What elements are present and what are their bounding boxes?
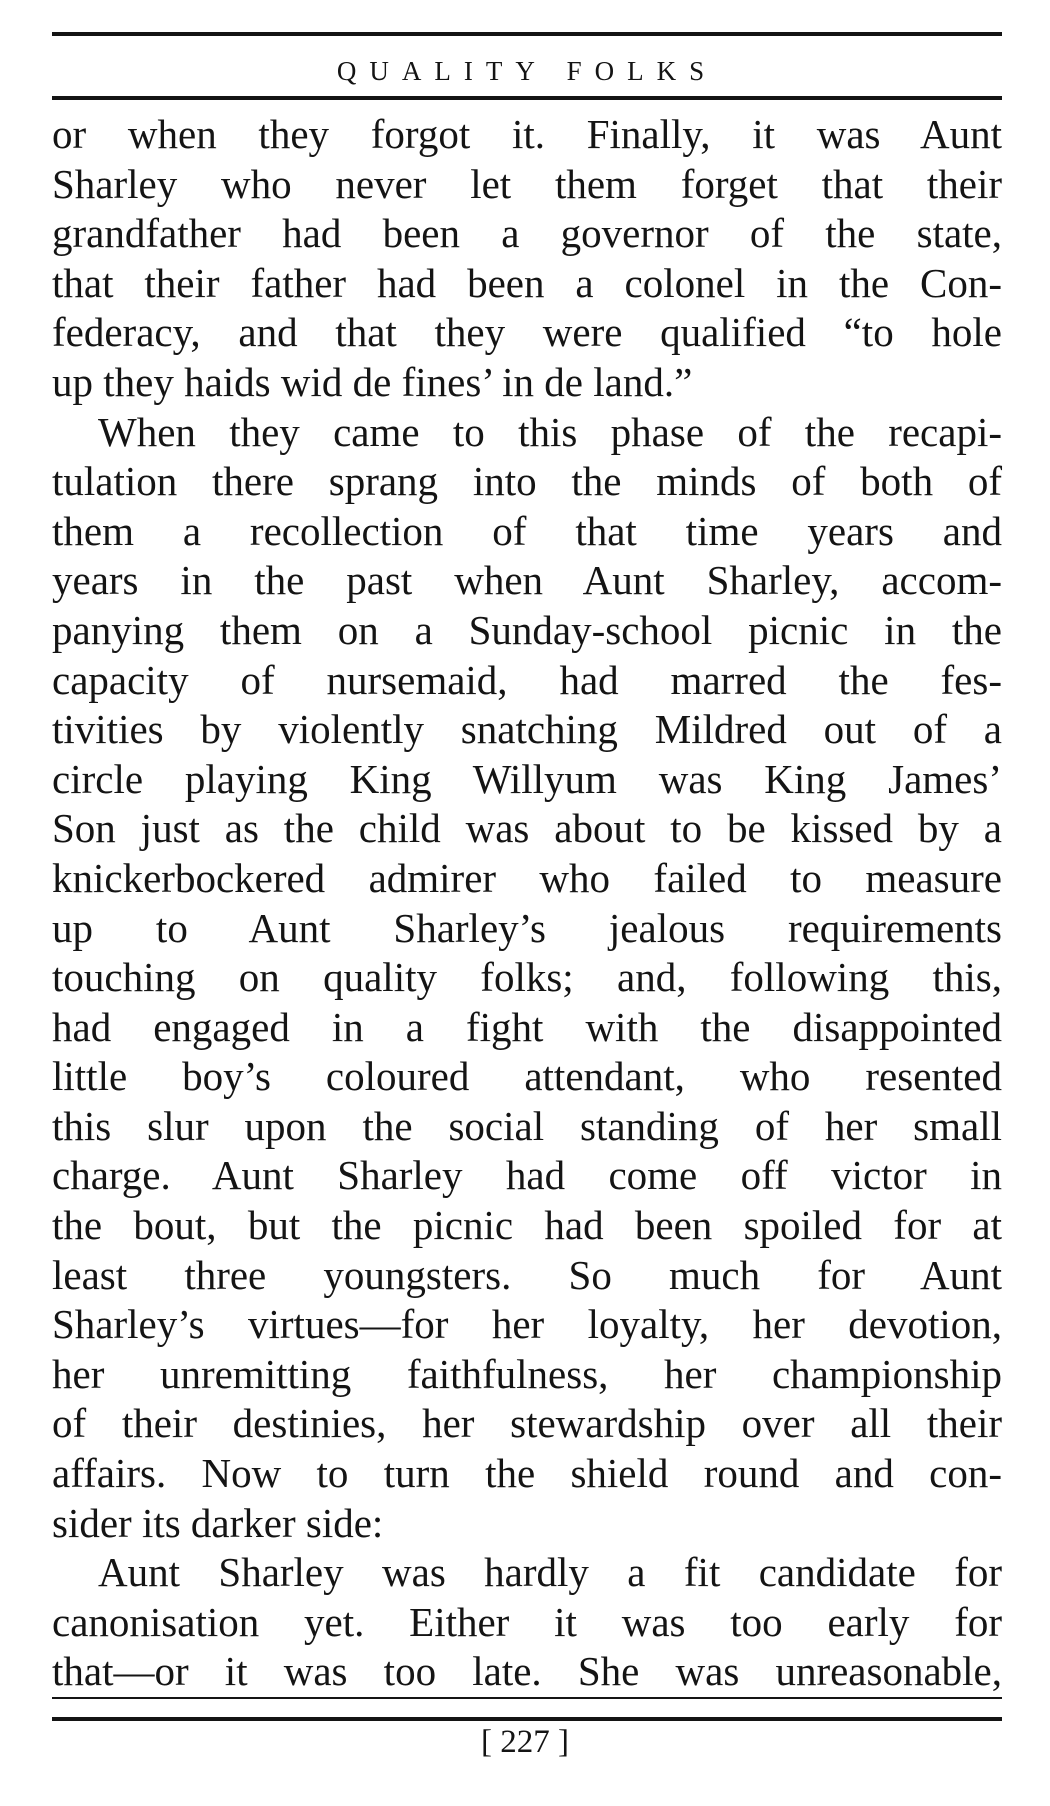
text-line: touching on quality folks; and, following this, xyxy=(52,954,1002,1001)
text-line: sider its darker side: xyxy=(52,1499,384,1546)
text-line: Aunt Sharley was hardly a fit candidate for xyxy=(98,1549,1002,1596)
text-line: Sharley who never let them forget that their xyxy=(52,160,1002,207)
text-line: canonisation yet. Either it was too early for xyxy=(52,1598,1002,1645)
bottom-rule xyxy=(52,1717,1002,1721)
book-page xyxy=(52,32,1002,1699)
text-line: them a recollection of that time years and xyxy=(52,507,1002,554)
text-line: knickerbockered admirer who failed to measure xyxy=(52,854,1002,901)
text-line: Son just as the child was about to be kissed by a xyxy=(52,805,1002,852)
text-line: of their destinies, her stewardship over all their xyxy=(52,1400,1002,1447)
text-line: charge. Aunt Sharley had come off victor in xyxy=(52,1152,1002,1199)
top-rule xyxy=(52,32,1002,36)
text-line: least three youngsters. So much for Aunt xyxy=(52,1251,1002,1298)
text-line: panying them on a Sunday-school picnic in the xyxy=(52,606,1002,653)
running-head: QUALITY FOLKS xyxy=(336,56,718,86)
text-line: federacy, and that they were qualified “to hole xyxy=(52,309,1002,356)
body-text xyxy=(52,110,1002,1699)
text-line: that their father had been a colonel in the Con- xyxy=(52,259,1002,306)
text-line: up to Aunt Sharley’s jealous requirements xyxy=(52,904,1002,951)
text-line: this slur upon the social standing of her small xyxy=(52,1102,1002,1149)
text-line: affairs. Now to turn the shield round and con- xyxy=(52,1450,1002,1497)
text-line: tulation there sprang into the minds of both of xyxy=(52,458,1002,505)
text-line: up they haids wid de fines’ in de land.” xyxy=(52,358,693,405)
text-line: that—or it was too late. She was unreasonable, xyxy=(52,1647,1002,1699)
text-line: tivities by violently snatching Mildred out of a xyxy=(52,706,1002,753)
header-rule xyxy=(52,96,1002,100)
text-line: Sharley’s virtues—for her loyalty, her devotion, xyxy=(52,1301,1002,1348)
text-line: the bout, but the picnic had been spoiled for at xyxy=(52,1202,1002,1249)
text-line: her unremitting faithfulness, her championship xyxy=(52,1350,1002,1397)
text-line: grandfather had been a governor of the state, xyxy=(52,210,1002,257)
text-line: capacity of nursemaid, had marred the fes- xyxy=(52,656,1002,703)
text-line: had engaged in a fight with the disappointed xyxy=(52,1003,1002,1050)
text-line: years in the past when Aunt Sharley, accom- xyxy=(52,557,1002,604)
text-line: When they came to this phase of the recapi- xyxy=(98,408,1002,455)
text-line: little boy’s coloured attendant, who resented xyxy=(52,1053,1002,1100)
text-line: circle playing King Willyum was King James’ xyxy=(52,755,1002,802)
text-line: or when they forgot it. Finally, it was Aunt xyxy=(52,111,1002,157)
page-number: [ 227 ] xyxy=(481,1724,569,1760)
